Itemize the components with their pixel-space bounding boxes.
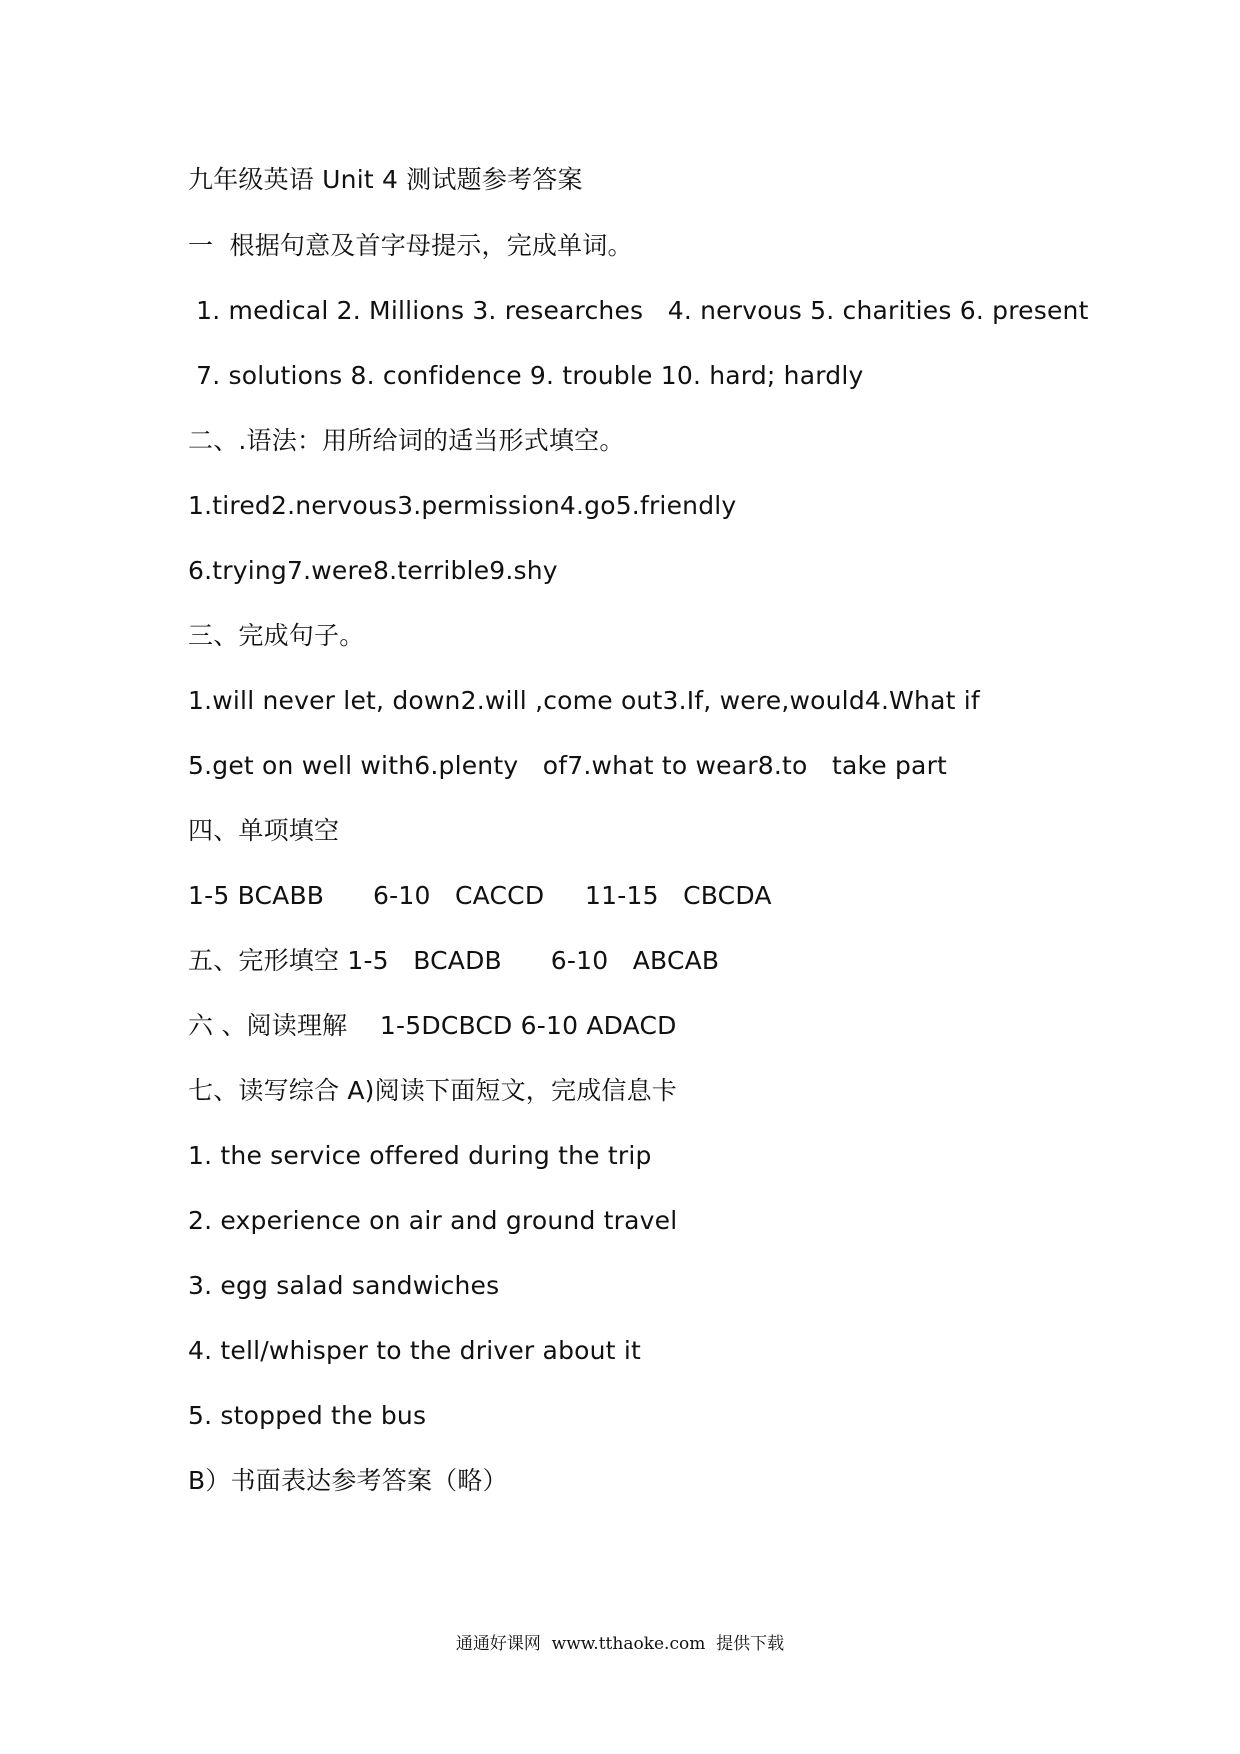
answer-line: 4. tell/whisper to the driver about it (188, 1336, 641, 1365)
section-7b-line: B）书面表达参考答案（略） (188, 1466, 508, 1495)
answer-line: 6.trying7.were8.terrible9.shy (188, 556, 558, 585)
answer-line: 1. medical 2. Millions 3. researches 4. nervous 5. charities 6. present (188, 296, 1089, 325)
answer-line: 1.tired2.nervous3.permission4.go5.friendly (188, 491, 737, 520)
document-title: 九年级英语 Unit 4 测试题参考答案 (188, 165, 583, 194)
answer-line: 5. stopped the bus (188, 1401, 427, 1430)
answer-line: 1.will never let, down2.will ,come out3.If, were,would4.What if (188, 686, 980, 715)
section-3-heading: 三、完成句子。 (188, 621, 365, 650)
answer-line: 1-5 BCABB 6-10 CACCD 11-15 CBCDA (188, 881, 772, 910)
section-4-heading: 四、单项填空 (188, 816, 340, 845)
answer-line: 2. experience on air and ground travel (188, 1206, 678, 1235)
section-6-line: 六 、阅读理解 1-5DCBCD 6-10 ADACD (188, 1011, 677, 1040)
section-7-heading: 七、读写综合 A)阅读下面短文，完成信息卡 (188, 1076, 678, 1105)
section-5-line: 五、完形填空 1-5 BCADB 6-10 ABCAB (188, 946, 720, 975)
answer-line: 7. solutions 8. confidence 9. trouble 10. hard; hardly (188, 361, 864, 390)
section-2-heading: 二、.语法：用所给词的适当形式填空。 (188, 426, 625, 455)
answer-line: 1. the service offered during the trip (188, 1141, 652, 1170)
answer-line: 5.get on well with6.plenty of7.what to wear8.to take part (188, 751, 948, 780)
section-1-heading: 一 根据句意及首字母提示，完成单词。 (188, 231, 633, 260)
page-footer: 通通好课网 www.tthaoke.com 提供下载 (455, 1634, 785, 1654)
answer-line: 3. egg salad sandwiches (188, 1271, 500, 1300)
